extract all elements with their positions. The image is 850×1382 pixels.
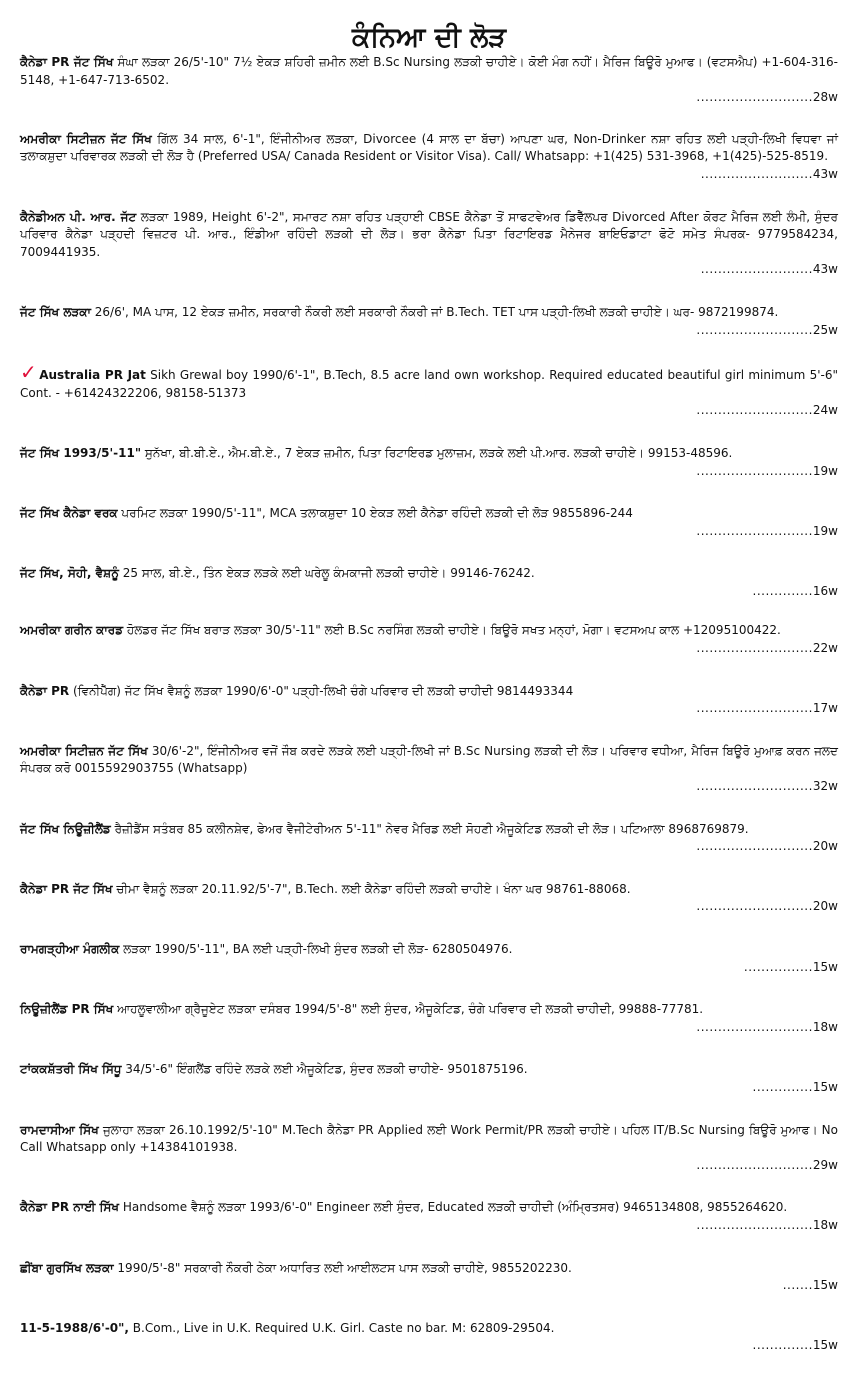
ad-body: 30/6'-2", ਇੰਜੀਨੀਅਰ ਵਜੋਂ ਜੌਬ ਕਰਦੇ ਲੜਕੇ ਲਈ ਪੜ੍ਹੀ-ਲਿਖੀ ਜਾਂ B.Sc Nursing ਲੜਕੀ ਦੀ ਲੋੜ। ਪਰਿਵਾਰ ਵਧੀਆ, ਮੈਰਿਜ ਬਿਊਰੋ ਮੁਆਫ਼ ਕਰਨ ਜਲਦ ਸੰਪਰਕ ਕਰੋ 0015592903755 (Whatsapp)	[20, 743, 838, 776]
ad-code-line	[20, 261, 838, 279]
ad-item	[20, 54, 838, 107]
checkmark-icon: ✓	[20, 360, 38, 385]
ad-code: 20w	[812, 839, 838, 854]
ad-dots: ..........................	[700, 166, 813, 181]
ad-dots: ...........................	[696, 839, 813, 854]
ad-lead: ਅਮਰੀਕਾ ਗਰੀਨ ਕਾਰਡ	[20, 623, 124, 638]
ad-code-line	[20, 89, 838, 107]
ad-code: 43w	[812, 166, 838, 181]
ad-code: 15w	[812, 1338, 838, 1353]
ad-code-line	[20, 402, 838, 420]
ad-code: 19w	[812, 523, 838, 538]
ad-item	[20, 445, 838, 480]
ad-item	[20, 1320, 838, 1355]
ad-dots: ...........................	[696, 1217, 813, 1232]
ad-lead: ਜੱਟ ਸਿੱਖ ਨਿਊਜ਼ੀਲੈਂਡ	[20, 821, 111, 836]
ad-body: 26/6', MA ਪਾਸ, 12 ਏਕੜ ਜ਼ਮੀਨ, ਸਰਕਾਰੀ ਨੌਕਰੀ ਲਈ ਸਰਕਾਰੀ ਨੌਕਰੀ ਜਾਂ B.Tech. TET ਪਾਸ ਪੜ੍ਹੀ-ਲਿਖੀ ਲੜਕੀ ਚਾਹੀਏ। ਘਰ- 9872199874.	[94, 304, 779, 319]
ad-code-line	[20, 700, 838, 718]
ads-list	[20, 54, 838, 1355]
ad-code-line	[20, 1157, 838, 1175]
ad-code: 32w	[812, 779, 838, 794]
ad-code: 18w	[812, 1217, 838, 1232]
ad-lead: ਕੈਨੇਡਾ PR ਜੱਟ ਸਿੱਖ	[20, 881, 113, 896]
ad-body: ਸੰਘਾ ਲੜਕਾ 26/5'-10" 7½ ਏਕੜ ਸ਼ਹਿਰੀ ਜ਼ਮੀਨ ਲਈ B.Sc Nursing ਲੜਕੀ ਚਾਹੀਏ। ਕੋਈ ਮੰਗ ਨਹੀਂ। ਮੈਰਿਜ ਬਿਊਰੋ ਮੁਆਫ। (ਵਟਸਐਪ) +1-604-316-5148, +1-647-713-6502.	[20, 55, 838, 87]
ad-code: 29w	[812, 1157, 838, 1172]
ad-body: Handsome ਵੈਸ਼ਨੂੰ ਲੜਕਾ 1993/6'-0" Engineer ਲਈ ਸੁੰਦਰ, Educated ਲੜਕੀ ਚਾਹੀਦੀ (ਅੰਮ੍ਰਿਤਸਰ) 9465134808, 9855264620.	[122, 1200, 788, 1215]
ad-code-line	[20, 166, 838, 184]
ad-code-line	[20, 583, 838, 601]
ad-item	[20, 505, 838, 540]
ad-code-line	[20, 898, 838, 916]
ad-body: ਆਹਲੂਵਾਲੀਆ ਗ੍ਰੈਜੂਏਟ ਲੜਕਾ ਦਸੰਬਰ 1994/5'-8" ਲਈ ਸੁੰਦਰ, ਐਜੂਕੇਟਿਡ, ਚੰਗੇ ਪਰਿਵਾਰ ਦੀ ਲੜਕੀ ਚਾਹੀਦੀ, 99888-77781.	[117, 1002, 704, 1017]
ad-item	[20, 881, 838, 916]
ad-body: Sikh Grewal boy 1990/6'-1", B.Tech, 8.5 acre land own workshop. Required educated beautiful girl minimum 5'-6" Cont. - +61424322206, 98158-51373	[20, 368, 838, 400]
ad-body: 34/5'-6" ਇੰਗਲੈਂਡ ਰਹਿੰਦੇ ਲੜਕੇ ਲਈ ਐਜੂਕੇਟਿਡ, ਸੁੰਦਰ ਲੜਕੀ ਚਾਹੀਏ- 9501875196.	[125, 1062, 528, 1077]
ad-body: 1990/5'-8" ਸਰਕਾਰੀ ਨੌਕਰੀ ਠੇਕਾ ਅਧਾਰਿਤ ਲਈ ਆਈਲਟਸ ਪਾਸ ਲੜਕੀ ਚਾਹੀਏ, 9855202230.	[117, 1260, 572, 1275]
ad-dots: ..............	[752, 1079, 813, 1094]
ad-item	[20, 1122, 838, 1175]
ad-item	[20, 941, 838, 976]
ad-dots: .......	[782, 1278, 813, 1293]
ad-body: (ਵਿਨੀਪੈੱਗ) ਜੱਟ ਸਿੱਖ ਵੈਸ਼ਨੂੰ ਲੜਕਾ 1990/6'-0" ਪੜ੍ਹੀ-ਲਿਖੀ ਚੰਗੇ ਪਰਿਵਾਰ ਦੀ ਲੜਕੀ ਚਾਹੀਦੀ 9814493344	[72, 683, 574, 698]
ad-body: ਲੜਕਾ 1990/5'-11", BA ਲਈ ਪੜ੍ਹੀ-ਲਿਖੀ ਸੁੰਦਰ ਲੜਕੀ ਦੀ ਲੋੜ- 6280504976.	[123, 942, 513, 956]
ad-dots: ...........................	[696, 701, 813, 716]
ad-item	[20, 743, 838, 796]
ad-dots: ...........................	[696, 1019, 813, 1034]
ad-dots: ..............	[752, 583, 813, 598]
ad-code: 25w	[812, 322, 838, 337]
ad-item	[20, 683, 838, 718]
ad-dots: ...........................	[696, 322, 813, 337]
ad-code-line	[20, 1277, 838, 1295]
ad-code: 15w	[812, 1278, 838, 1293]
ad-code-line	[20, 1079, 838, 1097]
ad-body: ਪਰਮਿਟ ਲੜਕਾ 1990/5'-11", MCA ਤਲਾਕਸ਼ੁਦਾ 10 ਏਕੜ ਲਈ ਕੈਨੇਡਾ ਰਹਿੰਦੀ ਲੜਕੀ ਦੀ ਲੋੜ 9855896-244	[121, 506, 633, 521]
ad-code: 15w	[812, 1079, 838, 1094]
ad-code: 19w	[812, 463, 838, 478]
ad-lead: ਕੈਨੇਡਾ PR ਜੱਟ ਸਿੱਖ	[20, 55, 114, 69]
ad-item	[20, 565, 838, 600]
ad-item	[20, 1199, 838, 1234]
ad-code: 22w	[812, 641, 838, 656]
ad-dots: ...........................	[696, 523, 813, 538]
ad-code: 16w	[812, 583, 838, 598]
ad-body: ਲੜਕਾ 1989, Height 6'-2", ਸਮਾਰਟ ਨਸ਼ਾ ਰਹਿਤ ਪੜ੍ਹਾਈ CBSE ਕੈਨੇਡਾ ਤੋਂ ਸਾਫਟਵੇਅਰ ਡਿਵੈੱਲਪਰ Divorced After ਕੋਰਟ ਮੈਰਿਜ ਲਈ ਲੰਮੀ, ਸੁੰਦਰ ਪਰਿਵਾਰ ਕੈਨੇਡਾ ਪੜ੍ਹਦੀ ਵਿਜ਼ਟਰ ਪੀ. ਆਰ., ਇੰਡੀਆ ਰਹਿੰਦੀ ਲੜਕੀ ਦੀ ਲੋੜ। ਭਰਾ ਕੈਨੇਡਾ ਪਿਤਾ ਰਿਟਾਇਰਡ ਮੈਨੇਜਰ ਬਾਇਓਡਾਟਾ ਫੋਟੋ ਸਮੇਤ ਸੰਪਰਕ- 9779584234, 7009441935.	[20, 209, 838, 259]
ad-lead: ਜੱਟ ਸਿੱਖ, ਸੋਹੀ, ਵੈਸ਼ਨੂੰ	[20, 566, 119, 581]
ad-body: B.Com., Live in U.K. Required U.K. Girl. Caste no bar. M: 62809-29504.	[132, 1320, 555, 1335]
ad-lead: ਅਮਰੀਕਾ ਸਿਟੀਜ਼ਨ ਜੱਟ ਸਿੱਖ	[20, 743, 148, 758]
ad-lead: ਨਿਊਜ਼ੀਲੈਂਡ PR ਸਿੱਖ	[20, 1002, 114, 1017]
ad-lead: ਕੈਨੇਡਾ PR	[20, 683, 70, 698]
ad-dots: ...........................	[696, 463, 813, 478]
ad-dots: ...........................	[696, 899, 813, 914]
ad-lead: 11-5-1988/6'-0",	[20, 1320, 129, 1335]
ad-code-line	[20, 640, 838, 658]
ad-code: 17w	[812, 701, 838, 716]
ad-body: ਜੁਲਾਹਾ ਲੜਕਾ 26.10.1992/5'-10" M.Tech ਕੈਨੇਡਾ PR Applied ਲਈ Work Permit/PR ਲੜਕੀ ਚਾਹੀਏ। ਪਹਿਲ IT/B.Sc Nursing ਬਿਊਰੋ ਮੁਆਫ। No Call Whatsapp only +14384101938.	[20, 1122, 838, 1155]
ad-code-line	[20, 1217, 838, 1235]
ad-body: 25 ਸਾਲ, ਬੀ.ਏ., ਤਿੰਨ ਏਕੜ ਲੜਕੇ ਲਈ ਘਰੇਲੂ ਕੰਮਕਾਜੀ ਲੜਕੀ ਚਾਹੀਏ। 99146-76242.	[122, 566, 535, 581]
ad-item	[20, 622, 838, 657]
ad-dots: ..............	[752, 1338, 813, 1353]
ad-body: ਹੋਲਡਰ ਜੱਟ ਸਿੱਖ ਬਰਾੜ ਲੜਕਾ 30/5'-11" ਲਈ B.Sc ਨਰਸਿੰਗ ਲੜਕੀ ਚਾਹੀਏ। ਬਿਊਰੋ ਸਖਤ ਮਨ੍ਹਾਂ, ਮੋਗਾ। ਵਟਸਅਪ ਕਾਲ +12095100422.	[126, 623, 781, 638]
ad-code-line	[20, 1337, 838, 1355]
ad-item	[20, 1001, 838, 1036]
ad-dots: ...........................	[696, 90, 813, 105]
ad-lead: ਜੱਟ ਸਿੱਖ ਲੜਕਾ	[20, 304, 91, 319]
ad-item	[20, 131, 838, 184]
ad-item	[20, 209, 838, 279]
ad-code: 24w	[812, 403, 838, 418]
ad-body: ਸੁਨੱਖਾ, ਬੀ.ਬੀ.ਏ., ਐਮ.ਬੀ.ਏ., 7 ਏਕੜ ਜ਼ਮੀਨ, ਪਿਤਾ ਰਿਟਾਇਰਡ ਮੁਲਾਜ਼ਮ, ਲੜਕੇ ਲਈ ਪੀ.ਆਰ. ਲੜਕੀ ਚਾਹੀਏ। 99153-48596.	[144, 445, 733, 460]
ad-code: 18w	[812, 1019, 838, 1034]
ad-lead: ਜੱਟ ਸਿੱਖ 1993/5'-11"	[20, 445, 142, 460]
ad-lead: ਰਾਮਦਾਸੀਆ ਸਿੱਖ	[20, 1122, 99, 1137]
ad-lead: ਕੈਨੇਡਾ PR ਨਾਈ ਸਿੱਖ	[20, 1200, 120, 1215]
ad-item	[20, 821, 838, 856]
ad-code-line	[20, 959, 838, 977]
ad-code: 20w	[812, 899, 838, 914]
ad-code-line	[20, 463, 838, 481]
ad-body: ਚੀਮਾ ਵੈਸ਼ਨੂੰ ਲੜਕਾ 20.11.92/5'-7", B.Tech. ਲਈ ਕੈਨੇਡਾ ਰਹਿੰਦੀ ਲੜਕੀ ਚਾਹੀਏ। ਖੰਨਾ ਘਰ 98761-88068.	[116, 881, 631, 896]
ad-lead: ਕੈਨੇਡੀਅਨ ਪੀ. ਆਰ. ਜੱਟ	[20, 209, 137, 224]
ad-body: ਰੈਜ਼ੀਡੈਂਸ ਸਤੰਬਰ 85 ਕਲੀਨਸ਼ੇਵ, ਫੇਅਰ ਵੈਜੀਟੇਰੀਅਨ 5'-11" ਨੇਵਰ ਮੈਰਿਡ ਲਈ ਸੋਹਣੀ ਐਜੂਕੇਟਿਡ ਲੜਕੀ ਦੀ ਲੋੜ। ਪਟਿਆਲਾ 8968769879.	[114, 821, 749, 836]
ad-code: 28w	[812, 90, 838, 105]
ad-code-line	[20, 523, 838, 541]
ad-code-line	[20, 1019, 838, 1037]
ad-code: 43w	[812, 262, 838, 277]
ad-item	[20, 1061, 838, 1096]
ad-code-line	[20, 322, 838, 340]
ad-code-line	[20, 778, 838, 796]
ad-lead: ਜੱਟ ਸਿੱਖ ਕੈਨੇਡਾ ਵਰਕ	[20, 506, 118, 521]
ad-dots: ...........................	[696, 1157, 813, 1172]
ad-code-line	[20, 838, 838, 856]
ad-lead: ਟਾਂਕਕਸ਼ੱਤਰੀ ਸਿੱਖ ਸਿੱਧੂ	[20, 1062, 122, 1077]
ad-item	[20, 304, 838, 339]
ad-body: ਗਿੱਲ 34 ਸਾਲ, 6'-1", ਇੰਜੀਨੀਅਰ ਲੜਕਾ, Divorcee (4 ਸਾਲ ਦਾ ਬੱਚਾ) ਆਪਣਾ ਘਰ, Non-Drinker ਨਸ਼ਾ ਰਹਿਤ ਲਈ ਪੜ੍ਹੀ-ਲਿਖੀ ਵਿਧਵਾ ਜਾਂ ਤਲਾਕਸ਼ੁਦਾ ਪਰਿਵਾਰਕ ਲੜਕੀ ਦੀ ਲੋੜ ਹੈ (Preferred USA/ Canada Resident or Visitor Visa). Call/ Whatsapp: +1(425) 531-3968, +1(425)-525-8519.	[20, 131, 838, 164]
ad-item	[20, 1260, 838, 1295]
ad-lead: ਰਾਮਗੜ੍ਹੀਆ ਮੰਗਲੀਕ	[20, 942, 120, 956]
ad-code: 15w	[812, 959, 838, 974]
ad-item	[20, 360, 838, 420]
ad-dots: ..........................	[700, 262, 813, 277]
ad-dots: ...........................	[696, 403, 813, 418]
ad-dots: ................	[743, 959, 813, 974]
ad-lead: ਛੀਂਬਾ ਗੁਰਸਿੱਖ ਲੜਕਾ	[20, 1260, 114, 1275]
ad-dots: ...........................	[696, 641, 813, 656]
page-title: ਕੰਨਿਆ ਦੀ ਲੋੜ	[351, 22, 507, 53]
ad-lead: ਅਮਰੀਕਾ ਸਿਟੀਜ਼ਨ ਜੱਟ ਸਿੱਖ	[20, 131, 152, 146]
ad-lead: Australia PR Jat	[39, 368, 146, 383]
ad-dots: ...........................	[696, 779, 813, 794]
